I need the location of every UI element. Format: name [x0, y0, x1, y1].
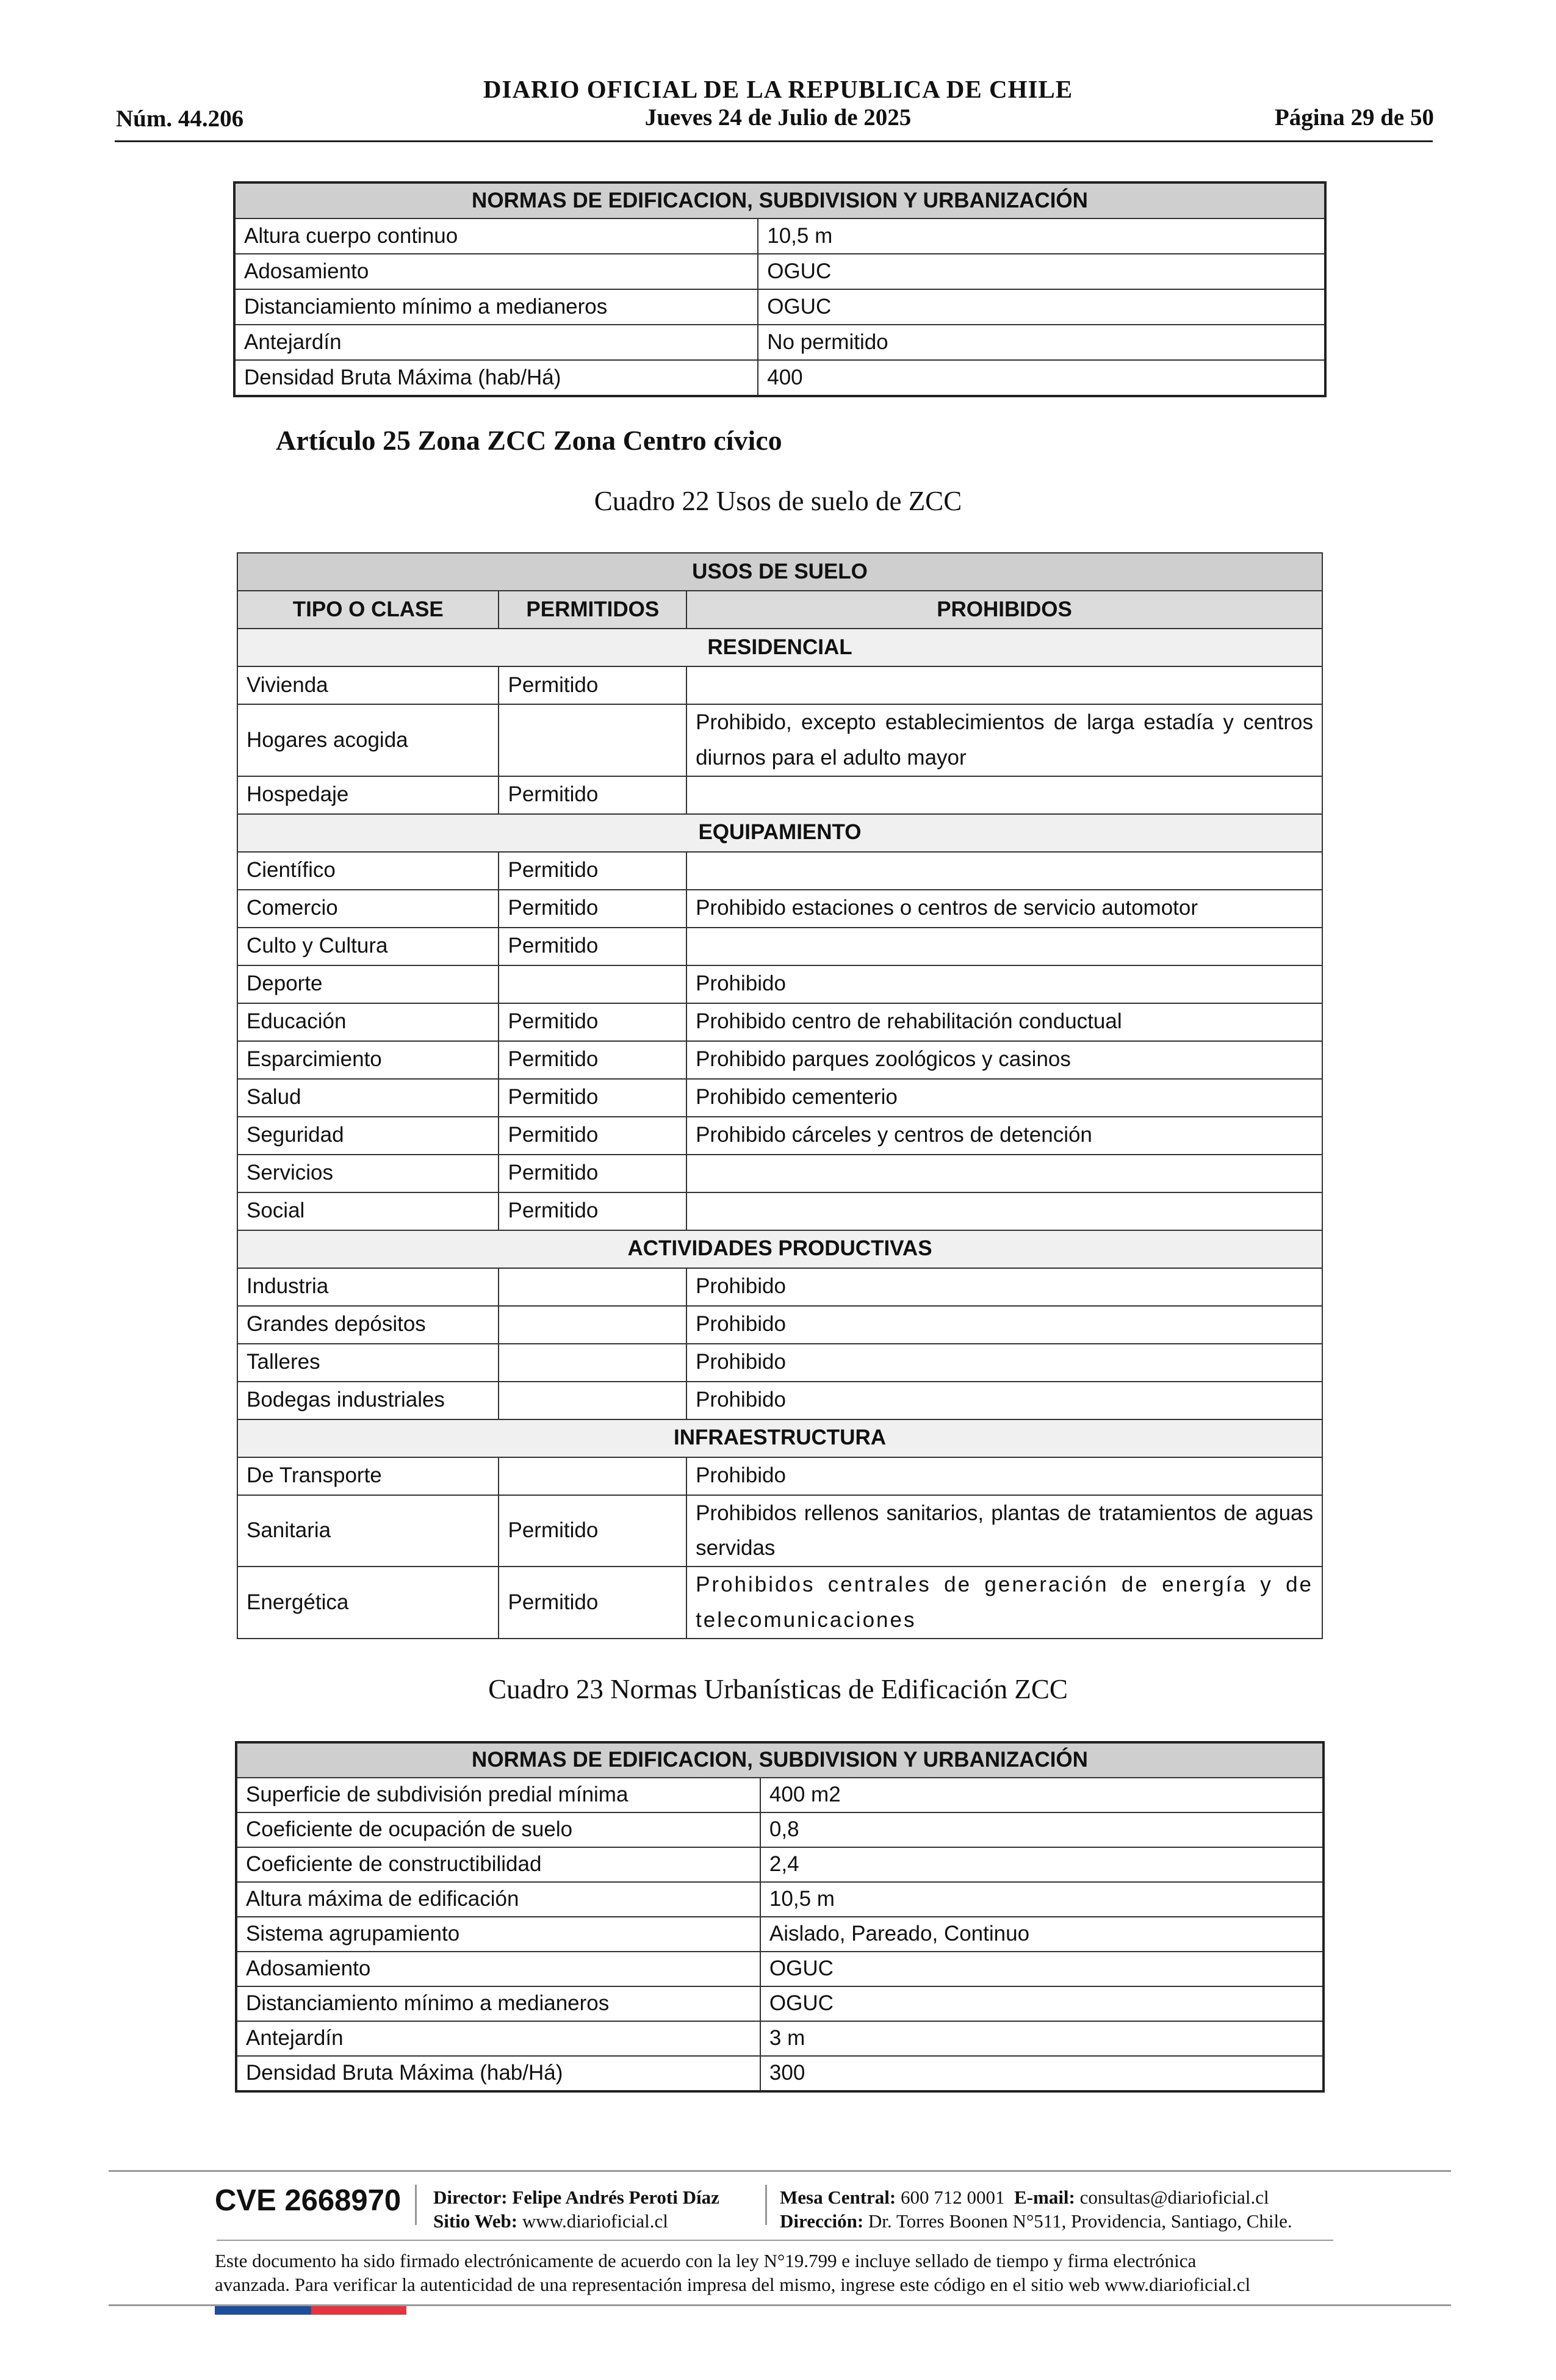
norm-label: Densidad Bruta Máxima (hab/Há): [234, 360, 758, 396]
column-header-permitidos: PERMITIDOS: [499, 591, 686, 629]
email-label: E-mail:: [1014, 2187, 1075, 2208]
newspaper-title: DIARIO OFICIAL DE LA REPUBLICA DE CHILE: [483, 75, 1073, 103]
norm-value: 300: [760, 2056, 1324, 2091]
notice-line: avanzada. Para verificar la autenticidad de una representación impresa del mismo, ingrese este código en el sitio web www.diarioficial.cl: [215, 2273, 1251, 2295]
use-type: Sanitaria: [237, 1495, 499, 1567]
table-row: [237, 666, 1322, 704]
table-row: [237, 852, 1322, 890]
address-label: Dirección:: [780, 2210, 864, 2232]
use-prohibited: [686, 928, 1322, 965]
table-row: [237, 1306, 1322, 1344]
norm-label: Adosamiento: [234, 254, 758, 289]
use-type: Salud: [237, 1079, 499, 1117]
table-row: [237, 1192, 1322, 1230]
use-type: De Transporte: [237, 1457, 499, 1495]
use-prohibited: Prohibido cárceles y centros de detención: [686, 1117, 1322, 1155]
norm-label: Antejardín: [234, 325, 758, 360]
website-link[interactable]: www.diarioficial.cl: [522, 2210, 668, 2232]
table-row: [237, 1457, 1322, 1495]
use-permitted: Permitido: [499, 1155, 686, 1192]
phone-label: Mesa Central:: [780, 2187, 896, 2208]
use-type: Energética: [237, 1567, 499, 1639]
use-prohibited: Prohibido cementerio: [686, 1079, 1322, 1117]
use-type: Deporte: [237, 965, 499, 1003]
norms-table-previous-zone: [233, 181, 1327, 397]
table-row: [237, 1117, 1322, 1155]
use-prohibited: [686, 776, 1322, 814]
use-permitted: [499, 1344, 686, 1382]
page-number: Página 29 de 50: [1274, 104, 1434, 131]
table-row: [234, 218, 1325, 254]
norm-label: Antejardín: [236, 2021, 760, 2056]
section-header-residencial: RESIDENCIAL: [237, 629, 1322, 666]
norm-value: 400: [758, 360, 1325, 396]
table-heading: NORMAS DE EDIFICACION, SUBDIVISION Y URBANIZACIÓN: [234, 182, 1325, 218]
norm-value: Aislado, Pareado, Continuo: [760, 1917, 1324, 1952]
use-permitted: Permitido: [499, 1117, 686, 1155]
table-row: [236, 1847, 1324, 1882]
table-row: [237, 1268, 1322, 1306]
use-permitted: Permitido: [499, 1192, 686, 1230]
table-row: [237, 928, 1322, 965]
norm-value: OGUC: [758, 254, 1325, 289]
phone-number: 600 712 0001: [901, 2187, 1005, 2208]
table-row: [237, 1495, 1322, 1567]
use-prohibited: Prohibido: [686, 1457, 1322, 1495]
norm-value: 0,8: [760, 1812, 1324, 1847]
column-header-tipo: TIPO O CLASE: [237, 591, 499, 629]
table-row: [234, 325, 1325, 360]
table-row: [236, 1917, 1324, 1952]
use-type: Social: [237, 1192, 499, 1230]
table-row: [237, 1382, 1322, 1419]
use-permitted: Permitido: [499, 852, 686, 890]
table-row: [236, 1882, 1324, 1917]
use-prohibited: [686, 666, 1322, 704]
table-heading: USOS DE SUELO: [237, 553, 1322, 591]
use-type: Bodegas industriales: [237, 1382, 499, 1419]
use-prohibited: [686, 852, 1322, 890]
email-link[interactable]: consultas@diarioficial.cl: [1079, 2187, 1269, 2208]
director-label: Director:: [433, 2187, 508, 2208]
norm-label: Coeficiente de constructibilidad: [236, 1847, 760, 1882]
use-permitted: Permitido: [499, 776, 686, 814]
use-type: Talleres: [237, 1344, 499, 1382]
section-header-actividades-productivas: ACTIVIDADES PRODUCTIVAS: [237, 1230, 1322, 1268]
section-header-equipamiento: EQUIPAMIENTO: [237, 814, 1322, 852]
norm-label: Altura máxima de edificación: [236, 1882, 760, 1917]
table-row: [234, 254, 1325, 289]
norm-label: Densidad Bruta Máxima (hab/Há): [236, 2056, 760, 2091]
cve-code: CVE 2668970: [215, 2184, 402, 2217]
issue-date: Jueves 24 de Julio de 2025: [644, 104, 912, 131]
table-row: [237, 1155, 1322, 1192]
use-prohibited: Prohibido estaciones o centros de servicio automotor: [686, 890, 1322, 928]
article-heading: Artículo 25 Zona ZCC Zona Centro cívico: [276, 425, 782, 456]
use-permitted: Permitido: [499, 1567, 686, 1639]
section-header-infraestructura: INFRAESTRUCTURA: [237, 1419, 1322, 1457]
table-row: [234, 289, 1325, 325]
use-type: Vivienda: [237, 666, 499, 704]
use-type: Esparcimiento: [237, 1041, 499, 1079]
flag-stripe-blue: [215, 2306, 311, 2315]
norm-label: Altura cuerpo continuo: [234, 218, 758, 254]
use-prohibited: [686, 1192, 1322, 1230]
norm-value: 2,4: [760, 1847, 1324, 1882]
table-heading: NORMAS DE EDIFICACION, SUBDIVISION Y URBANIZACIÓN: [236, 1742, 1324, 1778]
footer-separator: [415, 2185, 417, 2225]
address-value: Dr. Torres Boonen N°511, Providencia, Santiago, Chile.: [868, 2210, 1292, 2232]
use-prohibited: Prohibido parques zoológicos y casinos: [686, 1041, 1322, 1079]
table-row: [237, 890, 1322, 928]
use-permitted: Permitido: [499, 1041, 686, 1079]
norm-label: Adosamiento: [236, 1952, 760, 1986]
norm-value: OGUC: [758, 289, 1325, 325]
use-permitted: [499, 704, 686, 776]
table-row: [236, 1812, 1324, 1847]
use-prohibited: Prohibido, excepto establecimientos de larga estadía y centros diurnos para el adulto mayor: [686, 704, 1322, 776]
table-caption-23: Cuadro 23 Normas Urbanísticas de Edificación ZCC: [488, 1674, 1068, 1704]
use-permitted: [499, 1268, 686, 1306]
table-row: [236, 2056, 1324, 2091]
table-row: [237, 704, 1322, 776]
table-caption-22: Cuadro 22 Usos de suelo de ZCC: [594, 486, 962, 516]
norm-value: 10,5 m: [760, 1882, 1324, 1917]
norm-value: 10,5 m: [758, 218, 1325, 254]
use-prohibited: Prohibido: [686, 965, 1322, 1003]
table-row: [236, 1952, 1324, 1986]
use-permitted: [499, 1457, 686, 1495]
table-row: [236, 2021, 1324, 2056]
table-row: [236, 1778, 1324, 1812]
table-row: [237, 1567, 1322, 1639]
use-permitted: Permitido: [499, 1079, 686, 1117]
use-prohibited: Prohibido centro de rehabilitación conductual: [686, 1003, 1322, 1041]
table-row: [237, 1344, 1322, 1382]
norm-value: OGUC: [760, 1952, 1324, 1986]
director-name: Felipe Andrés Peroti Díaz: [512, 2187, 719, 2208]
table-row: [237, 1041, 1322, 1079]
table-row: [237, 776, 1322, 814]
use-permitted: Permitido: [499, 666, 686, 704]
use-permitted: Permitido: [499, 1003, 686, 1041]
flag-stripe-red: [311, 2306, 406, 2315]
norm-value: 400 m2: [760, 1778, 1324, 1812]
footer-divider-top: [109, 2170, 1451, 2172]
use-type: Científico: [237, 852, 499, 890]
use-type: Comercio: [237, 890, 499, 928]
signature-notice: [215, 2249, 1338, 2297]
use-prohibited: Prohibido: [686, 1344, 1322, 1382]
norm-value: OGUC: [760, 1986, 1324, 2021]
use-type: Hogares acogida: [237, 704, 499, 776]
header-divider: [115, 140, 1433, 142]
use-prohibited: Prohibido: [686, 1268, 1322, 1306]
use-type: Educación: [237, 1003, 499, 1041]
use-permitted: Permitido: [499, 890, 686, 928]
use-permitted: [499, 1382, 686, 1419]
use-type: Grandes depósitos: [237, 1306, 499, 1344]
footer-separator: [765, 2185, 767, 2225]
column-header-prohibidos: PROHIBIDOS: [686, 591, 1322, 629]
norm-label: Distanciamiento mínimo a medianeros: [236, 1986, 760, 2021]
norm-label: Distanciamiento mínimo a medianeros: [234, 289, 758, 325]
use-type: Seguridad: [237, 1117, 499, 1155]
use-prohibited: [686, 1155, 1322, 1192]
table-row: [237, 1079, 1322, 1117]
use-type: Culto y Cultura: [237, 928, 499, 965]
land-use-table: [237, 552, 1323, 1639]
norm-label: Sistema agrupamiento: [236, 1917, 760, 1952]
table-row: [234, 360, 1325, 396]
use-prohibited: Prohibido: [686, 1382, 1322, 1419]
footer-divider-mid: [217, 2240, 1333, 2241]
footer-director-block: [433, 2186, 719, 2234]
use-type: Hospedaje: [237, 776, 499, 814]
footer-contact-block: [780, 2186, 1292, 2234]
use-type: Servicios: [237, 1155, 499, 1192]
urban-norms-table: [235, 1741, 1325, 2093]
use-prohibited: Prohibidos rellenos sanitarios, plantas de tratamientos de aguas servidas: [686, 1495, 1322, 1567]
norm-value: No permitido: [758, 325, 1325, 360]
issue-number: Núm. 44.206: [116, 106, 244, 132]
table-row: [236, 1986, 1324, 2021]
notice-line: Este documento ha sido firmado electrónicamente de acuerdo con la ley N°19.799 e incluye sellado de tiempo y firma electrónica: [215, 2250, 1197, 2271]
table-row: [237, 965, 1322, 1003]
use-permitted: Permitido: [499, 928, 686, 965]
use-permitted: Permitido: [499, 1495, 686, 1567]
use-permitted: [499, 965, 686, 1003]
norm-label: Superficie de subdivisión predial mínima: [236, 1778, 760, 1812]
table-row: [237, 1003, 1322, 1041]
use-permitted: [499, 1306, 686, 1344]
use-type: Industria: [237, 1268, 499, 1306]
use-prohibited: Prohibidos centrales de generación de energía y de telecomunicaciones: [686, 1567, 1322, 1639]
norm-label: Coeficiente de ocupación de suelo: [236, 1812, 760, 1847]
norm-value: 3 m: [760, 2021, 1324, 2056]
website-label: Sitio Web:: [433, 2210, 518, 2232]
use-prohibited: Prohibido: [686, 1306, 1322, 1344]
